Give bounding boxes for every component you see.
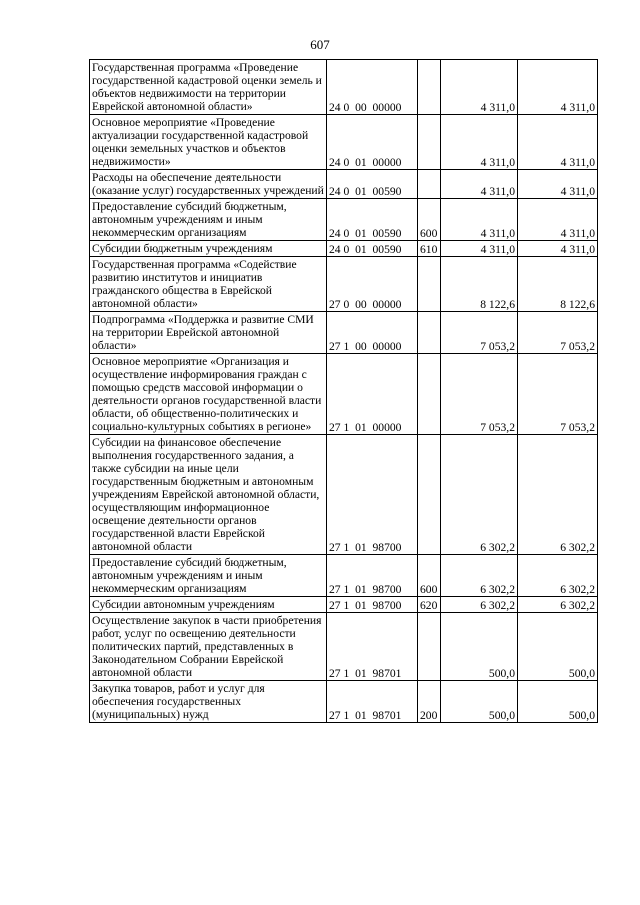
- table-row: [90, 555, 598, 597]
- row-sum-2: 8 122,6: [518, 257, 598, 312]
- table-row: [90, 257, 598, 312]
- table-row: [90, 199, 598, 241]
- row-name: Субсидии на финансовое обеспечение выполнения государственного задания, а также субсидии на иные цели государственным бюджетным и автономным учреждениям Еврейской автономной области, осуществляющим информационное освещение деятельности органов государственной власти Еврейской автономной области: [90, 435, 327, 555]
- row-sum-1: 4 311,0: [441, 170, 518, 199]
- row-expense-type: [418, 435, 441, 555]
- row-name: Субсидии бюджетным учреждениям: [90, 241, 327, 257]
- row-expense-type: [418, 354, 441, 435]
- row-name: Основное мероприятие «Проведение актуализации государственной кадастровой оценки земельных участков и объектов недвижимости»: [90, 115, 327, 170]
- row-sum-1: 6 302,2: [441, 597, 518, 613]
- table-row: [90, 312, 598, 354]
- row-sum-2: 4 311,0: [518, 115, 598, 170]
- row-sum-1: 4 311,0: [441, 241, 518, 257]
- row-code: 27 1 00 00000: [327, 312, 418, 354]
- row-sum-1: 500,0: [441, 613, 518, 681]
- row-name: Подпрограмма «Поддержка и развитие СМИ на территории Еврейской автономной области»: [90, 312, 327, 354]
- row-sum-1: 4 311,0: [441, 199, 518, 241]
- row-code: 27 1 01 98701: [327, 613, 418, 681]
- row-code: 27 1 01 98700: [327, 597, 418, 613]
- row-expense-type: [418, 60, 441, 115]
- row-code: 24 0 01 00000: [327, 115, 418, 170]
- row-name: Закупка товаров, работ и услуг для обеспечения государственных (муниципальных) нужд: [90, 681, 327, 723]
- row-name: Расходы на обеспечение деятельности (оказание услуг) государственных учреждений: [90, 170, 327, 199]
- row-sum-1: 4 311,0: [441, 60, 518, 115]
- row-sum-2: 4 311,0: [518, 241, 598, 257]
- row-name: Государственная программа «Проведение государственной кадастровой оценки земель и объектов недвижимости на территории Еврейской автономной области»: [90, 60, 327, 115]
- row-sum-2: 7 053,2: [518, 312, 598, 354]
- row-code: 24 0 01 00590: [327, 241, 418, 257]
- row-sum-2: 500,0: [518, 681, 598, 723]
- row-name: Субсидии автономным учреждениям: [90, 597, 327, 613]
- row-code: 27 1 01 98700: [327, 435, 418, 555]
- row-sum-2: 4 311,0: [518, 199, 598, 241]
- table-row: [90, 681, 598, 723]
- row-sum-1: 6 302,2: [441, 555, 518, 597]
- row-sum-1: 4 311,0: [441, 115, 518, 170]
- row-sum-2: 6 302,2: [518, 435, 598, 555]
- page-number: 607: [310, 37, 330, 52]
- row-sum-1: 500,0: [441, 681, 518, 723]
- row-sum-2: 4 311,0: [518, 60, 598, 115]
- row-expense-type: 600: [418, 199, 441, 241]
- budget-table: [89, 59, 598, 723]
- table-row: [90, 435, 598, 555]
- table-row: [90, 170, 598, 199]
- row-expense-type: [418, 170, 441, 199]
- row-code: 24 0 00 00000: [327, 60, 418, 115]
- row-expense-type: 610: [418, 241, 441, 257]
- row-expense-type: 200: [418, 681, 441, 723]
- row-sum-1: 7 053,2: [441, 354, 518, 435]
- row-sum-1: 6 302,2: [441, 435, 518, 555]
- row-name: Основное мероприятие «Организация и осуществление информирования граждан с помощью средств массовой информации о деятельности органов государственной власти области, об общественно-политических и социально-культурных событиях в регионе»: [90, 354, 327, 435]
- table-row: [90, 115, 598, 170]
- row-code: 27 0 00 00000: [327, 257, 418, 312]
- row-name: Осуществление закупок в части приобретения работ, услуг по освещению деятельности политических партий, представленных в Законодательном Собрании Еврейской автономной области: [90, 613, 327, 681]
- table-row: [90, 60, 598, 115]
- table-row: [90, 241, 598, 257]
- row-sum-2: 6 302,2: [518, 555, 598, 597]
- row-code: 27 1 01 98700: [327, 555, 418, 597]
- table-row: [90, 613, 598, 681]
- row-code: 27 1 01 98701: [327, 681, 418, 723]
- row-expense-type: [418, 115, 441, 170]
- row-expense-type: [418, 312, 441, 354]
- table-row: [90, 597, 598, 613]
- row-code: 24 0 01 00590: [327, 199, 418, 241]
- row-expense-type: [418, 613, 441, 681]
- row-sum-2: 500,0: [518, 613, 598, 681]
- row-expense-type: [418, 257, 441, 312]
- row-sum-2: 7 053,2: [518, 354, 598, 435]
- row-name: Предоставление субсидий бюджетным, автономным учреждениям и иным некоммерческим организациям: [90, 199, 327, 241]
- row-expense-type: 620: [418, 597, 441, 613]
- row-code: 24 0 01 00590: [327, 170, 418, 199]
- row-sum-1: 8 122,6: [441, 257, 518, 312]
- row-name: Государственная программа «Содействие развитию институтов и инициатив гражданского общества в Еврейской автономной области»: [90, 257, 327, 312]
- row-expense-type: 600: [418, 555, 441, 597]
- row-name: Предоставление субсидий бюджетным, автономным учреждениям и иным некоммерческим организациям: [90, 555, 327, 597]
- row-sum-2: 6 302,2: [518, 597, 598, 613]
- row-sum-1: 7 053,2: [441, 312, 518, 354]
- row-sum-2: 4 311,0: [518, 170, 598, 199]
- row-code: 27 1 01 00000: [327, 354, 418, 435]
- table-row: [90, 354, 598, 435]
